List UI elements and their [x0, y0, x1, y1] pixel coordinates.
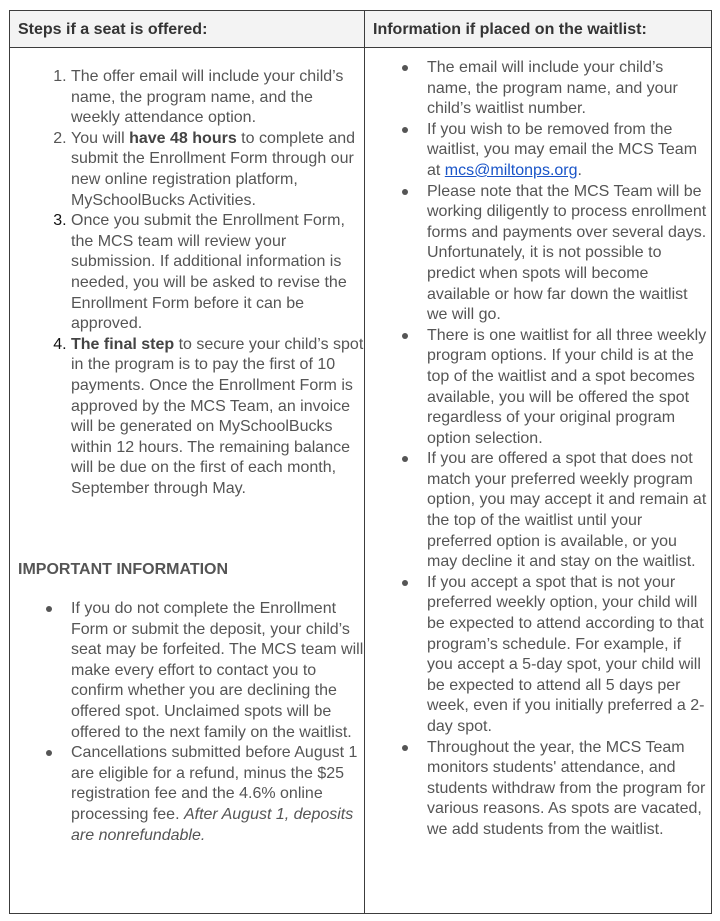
waitlist-text: If you accept a spot that is not your preferred weekly option, your child will be expected to attend according to that program’s schedule. For example, if you accept a 5-day spot, your child will be expected to attend all 5 days per week, even if you initially preferred a 2-day spot. — [427, 573, 705, 735]
waitlist-item — [427, 120, 711, 182]
waitlist-item — [427, 182, 711, 326]
left-cell — [10, 48, 365, 914]
step-item — [71, 335, 364, 500]
important-item — [71, 743, 364, 846]
waitlist-list — [365, 58, 711, 841]
important-item — [71, 599, 364, 743]
important-italic: After August 1, deposits are nonrefundable. — [71, 806, 354, 844]
waitlist-text: The email will include your child’s name, the program name, and your child’s waitlist number. — [427, 59, 678, 118]
waitlist-text-pre: If you wish to be removed from the waitlist, you may email the MCS Team at — [427, 120, 698, 179]
header-right: Information if placed on the waitlist: — [373, 21, 647, 38]
step-item — [71, 129, 364, 211]
waitlist-text: There is one waitlist for all three weekly program options. If your child is at the top of the waitlist and a spot becomes available, you will be offered the spot regardless of your original program option selection. — [427, 326, 707, 447]
waitlist-text: Please note that the MCS Team will be working diligently to process enrollment forms and payments over several days. Unfortunately, it is not possible to predict when spots will become available or how far down the waitlist we will go. — [427, 182, 707, 324]
step-item — [71, 67, 364, 129]
step-text-pre: You will — [71, 129, 130, 147]
right-cell — [365, 48, 712, 914]
waitlist-text-post: . — [577, 161, 582, 179]
header-right-cell — [365, 11, 712, 48]
email-link[interactable]: mcs@miltonps.org — [444, 161, 578, 179]
waitlist-item — [427, 326, 711, 450]
waitlist-text: Throughout the year, the MCS Team monitors students' attendance, and students withdraw from the program for various reasons. As spots are vacated, we add students from the waitlist. — [427, 738, 706, 838]
step-item — [71, 211, 364, 335]
step-text-bold: have 48 hours — [129, 129, 237, 147]
body-row — [10, 48, 712, 914]
step-text-post: to complete and submit the Enrollment Form through our new online registration platform, MySchoolBucks Activities. — [71, 129, 356, 209]
step-text-post: to secure your child’s spot in the program is to pay the first of 10 payments. Once the Enrollment Form is approved by the MCS Team, an invoice will be generated on MySchoolBucks within 12 hours. The remaining balance will be due on the first of each month, September through May. — [71, 335, 364, 497]
important-list — [10, 599, 364, 846]
header-left-cell — [10, 11, 365, 48]
header-row — [10, 11, 712, 48]
info-table — [9, 10, 712, 914]
step-text: The offer email will include your child’s name, the program name, and the weekly attendance option. — [71, 68, 344, 127]
important-title: IMPORTANT INFORMATION — [18, 561, 229, 579]
waitlist-item — [427, 573, 711, 738]
step-text: Once you submit the Enrollment Form, the MCS team will review your submission. If additional information is needed, you will be asked to revise the Enrollment Form before it can be approved. — [71, 212, 347, 333]
important-text: Cancellations submitted before August 1 are eligible for a refund, minus the $25 registration fee and the 4.6% online processing fee. — [71, 744, 358, 823]
step-text-bold: The final step — [71, 335, 175, 353]
waitlist-item — [427, 738, 711, 841]
waitlist-text: If you are offered a spot that does not match your preferred weekly program option, you may accept it and remain at the top of the waitlist until your preferred option is available, or you may decline it and stay on the waitlist. — [427, 450, 707, 571]
header-left: Steps if a seat is offered: — [18, 21, 208, 38]
waitlist-item — [427, 58, 711, 120]
steps-list — [10, 67, 364, 499]
waitlist-item — [427, 449, 711, 573]
important-text: If you do not complete the Enrollment Form or submit the deposit, your child’s seat may be forfeited. The MCS team will make every effort to contact you to confirm whether you are declining the offered spot. Unclaimed spots will be offered to the next family on the waitlist. — [71, 600, 364, 741]
